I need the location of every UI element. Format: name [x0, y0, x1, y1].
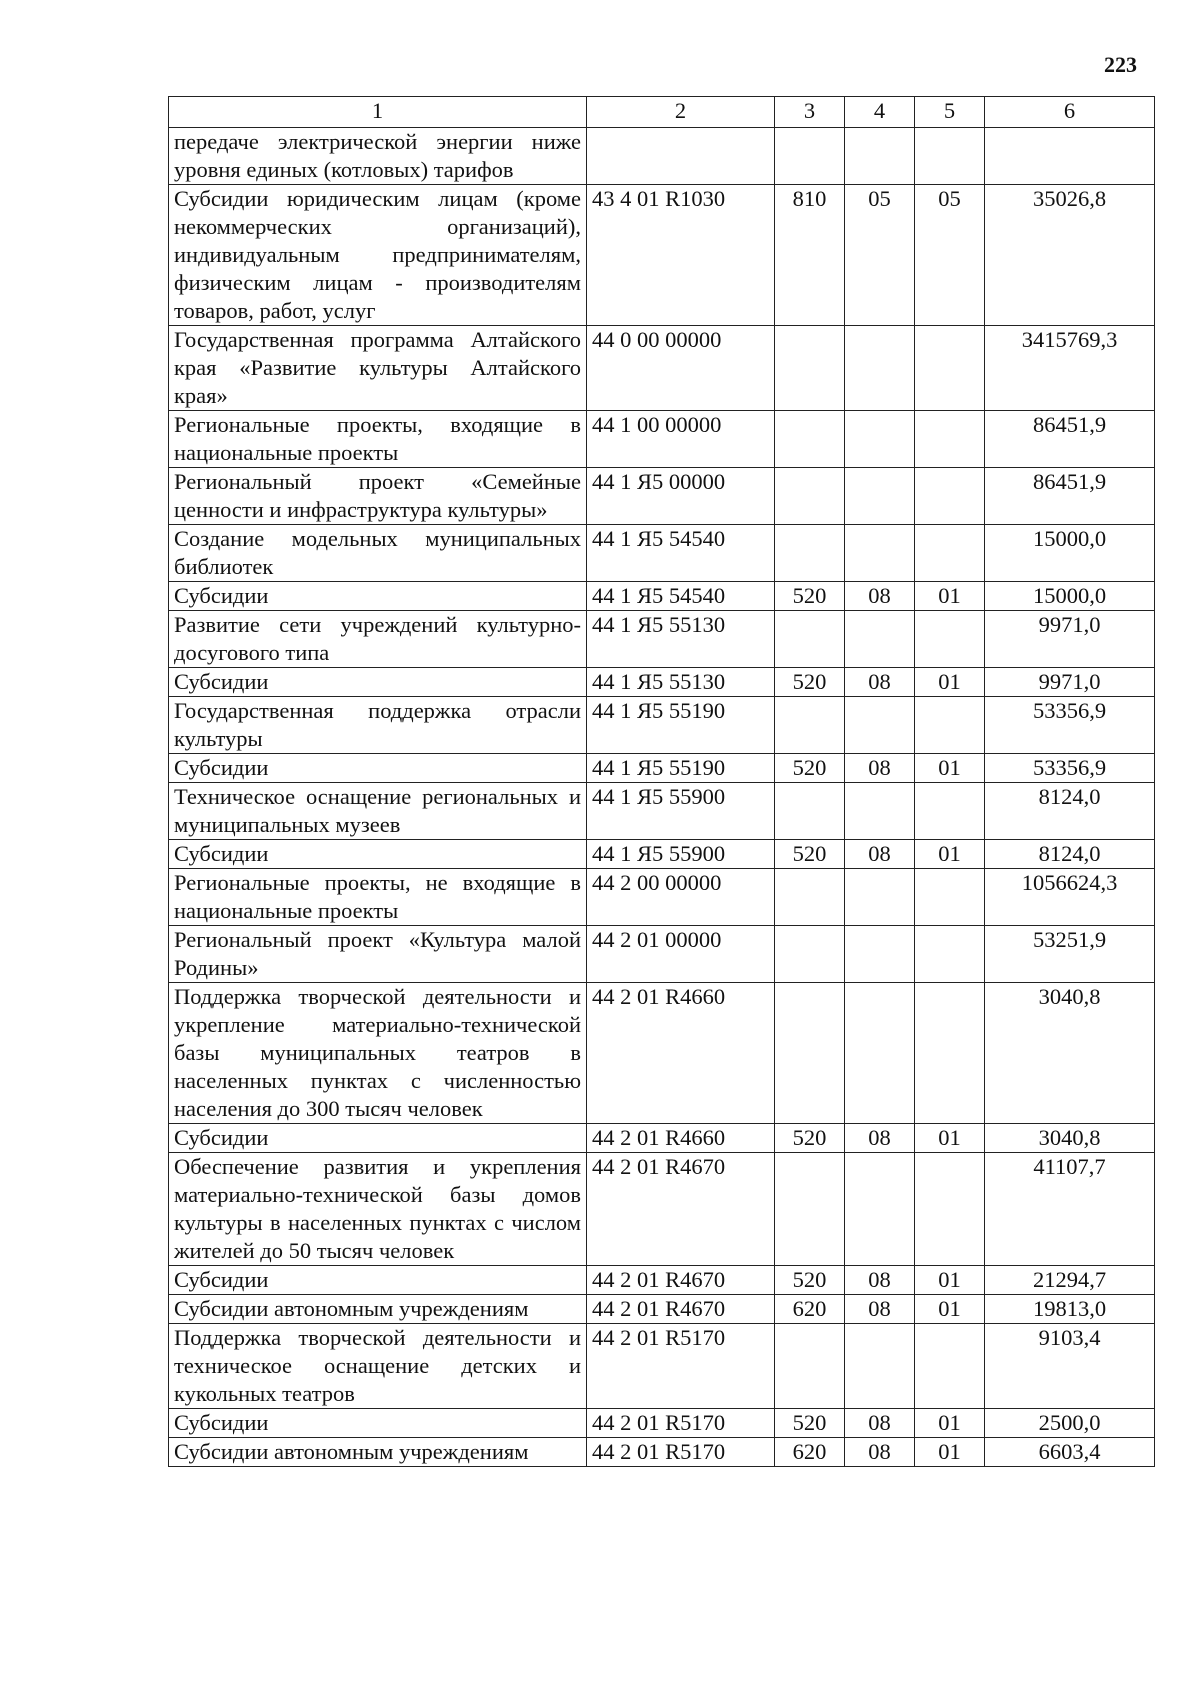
budget-table: [168, 96, 1155, 1467]
item-col3-cell: 520: [775, 582, 845, 611]
item-name-cell: Создание модельных муниципальных библиотек: [169, 525, 587, 582]
item-code-cell: 44 1 Я5 55130: [587, 611, 775, 668]
item-code-cell: 44 1 Я5 54540: [587, 525, 775, 582]
header-row: [169, 97, 1155, 128]
item-col4-cell: 08: [845, 668, 915, 697]
item-code-cell: 44 2 01 R4670: [587, 1153, 775, 1266]
item-name-cell: Субсидии юридическим лицам (кроме некоммерческих организаций), индивидуальным предпринимателям, физическим лицам - производителям товаров, работ, услуг: [169, 185, 587, 326]
item-col4-cell: 08: [845, 1295, 915, 1324]
item-amount-cell: 8124,0: [985, 783, 1155, 840]
item-amount-cell: 35026,8: [985, 185, 1155, 326]
table-row: [169, 869, 1155, 926]
table-row: [169, 1124, 1155, 1153]
table-row: [169, 840, 1155, 869]
table-row: [169, 668, 1155, 697]
item-amount-cell: 1056624,3: [985, 869, 1155, 926]
item-col5-cell: 01: [915, 1295, 985, 1324]
item-col3-cell: [775, 411, 845, 468]
item-name-cell: Обеспечение развития и укрепления материально-технической базы домов культуры в населенных пунктах с числом жителей до 50 тысяч человек: [169, 1153, 587, 1266]
item-col3-cell: [775, 926, 845, 983]
item-amount-cell: [985, 128, 1155, 185]
item-col3-cell: [775, 525, 845, 582]
item-code-cell: 44 2 01 00000: [587, 926, 775, 983]
item-col4-cell: 08: [845, 840, 915, 869]
item-name-cell: Государственная программа Алтайского края «Развитие культуры Алтайского края»: [169, 326, 587, 411]
item-col4-cell: [845, 926, 915, 983]
item-col3-cell: [775, 1153, 845, 1266]
header-cell: 5: [915, 97, 985, 128]
item-col5-cell: [915, 411, 985, 468]
item-name-cell: Региональный проект «Семейные ценности и инфраструктура культуры»: [169, 468, 587, 525]
item-amount-cell: 53356,9: [985, 697, 1155, 754]
item-name-cell: Региональные проекты, не входящие в национальные проекты: [169, 869, 587, 926]
item-col3-cell: [775, 783, 845, 840]
table-row: [169, 611, 1155, 668]
item-col5-cell: 01: [915, 582, 985, 611]
item-col4-cell: [845, 697, 915, 754]
item-col3-cell: [775, 326, 845, 411]
item-amount-cell: 9103,4: [985, 1324, 1155, 1409]
item-col4-cell: 08: [845, 754, 915, 783]
item-name-cell: Региональные проекты, входящие в национальные проекты: [169, 411, 587, 468]
table-row: [169, 783, 1155, 840]
item-name-cell: Развитие сети учреждений культурно-досугового типа: [169, 611, 587, 668]
item-col4-cell: [845, 869, 915, 926]
item-amount-cell: 53356,9: [985, 754, 1155, 783]
item-col5-cell: 01: [915, 754, 985, 783]
item-name-cell: Субсидии: [169, 1266, 587, 1295]
item-col3-cell: [775, 983, 845, 1124]
item-col5-cell: [915, 869, 985, 926]
item-col5-cell: [915, 611, 985, 668]
item-col5-cell: [915, 697, 985, 754]
header-cell: 3: [775, 97, 845, 128]
item-col4-cell: [845, 1324, 915, 1409]
item-col4-cell: [845, 525, 915, 582]
header-cell: 4: [845, 97, 915, 128]
item-col4-cell: [845, 611, 915, 668]
item-col3-cell: 520: [775, 1266, 845, 1295]
item-col4-cell: [845, 783, 915, 840]
item-col5-cell: [915, 1153, 985, 1266]
item-amount-cell: 2500,0: [985, 1409, 1155, 1438]
item-code-cell: 44 1 Я5 55130: [587, 668, 775, 697]
item-col4-cell: [845, 1153, 915, 1266]
item-col5-cell: [915, 783, 985, 840]
item-code-cell: 44 2 01 R4660: [587, 983, 775, 1124]
item-col4-cell: [845, 983, 915, 1124]
item-code-cell: 44 0 00 00000: [587, 326, 775, 411]
item-name-cell: Государственная поддержка отрасли культуры: [169, 697, 587, 754]
table-row: [169, 1153, 1155, 1266]
item-col4-cell: 08: [845, 1266, 915, 1295]
table-row: [169, 1324, 1155, 1409]
item-code-cell: 44 1 00 00000: [587, 411, 775, 468]
item-col5-cell: 01: [915, 1409, 985, 1438]
item-code-cell: 44 2 01 R4670: [587, 1295, 775, 1324]
item-code-cell: 44 1 Я5 55900: [587, 783, 775, 840]
item-amount-cell: 9971,0: [985, 668, 1155, 697]
item-amount-cell: 8124,0: [985, 840, 1155, 869]
item-amount-cell: 41107,7: [985, 1153, 1155, 1266]
item-col4-cell: [845, 411, 915, 468]
item-name-cell: Субсидии: [169, 840, 587, 869]
item-col5-cell: 01: [915, 1266, 985, 1295]
item-code-cell: 44 2 01 R5170: [587, 1438, 775, 1467]
table-row: [169, 411, 1155, 468]
item-name-cell: Региональный проект «Культура малой Родины»: [169, 926, 587, 983]
item-col3-cell: [775, 128, 845, 185]
item-code-cell: 44 1 Я5 55900: [587, 840, 775, 869]
item-col3-cell: [775, 869, 845, 926]
item-col3-cell: 620: [775, 1438, 845, 1467]
item-name-cell: Субсидии: [169, 582, 587, 611]
item-code-cell: 44 2 01 R4670: [587, 1266, 775, 1295]
table-row: [169, 983, 1155, 1124]
item-col5-cell: [915, 926, 985, 983]
item-col5-cell: [915, 1324, 985, 1409]
table-row: [169, 468, 1155, 525]
item-col4-cell: 08: [845, 1409, 915, 1438]
item-col3-cell: 520: [775, 1124, 845, 1153]
item-name-cell: Субсидии: [169, 1124, 587, 1153]
item-amount-cell: 86451,9: [985, 411, 1155, 468]
item-code-cell: 43 4 01 R1030: [587, 185, 775, 326]
item-amount-cell: 15000,0: [985, 525, 1155, 582]
table-row: [169, 1266, 1155, 1295]
item-col5-cell: 01: [915, 668, 985, 697]
item-code-cell: 44 1 Я5 54540: [587, 582, 775, 611]
item-col4-cell: 08: [845, 1438, 915, 1467]
item-col3-cell: [775, 1324, 845, 1409]
table-row: [169, 525, 1155, 582]
table-row: [169, 1409, 1155, 1438]
table-row: [169, 1438, 1155, 1467]
item-name-cell: Поддержка творческой деятельности и техническое оснащение детских и кукольных театров: [169, 1324, 587, 1409]
item-name-cell: Субсидии: [169, 1409, 587, 1438]
item-col3-cell: 520: [775, 754, 845, 783]
item-name-cell: Субсидии автономным учреждениям: [169, 1295, 587, 1324]
item-name-cell: передаче электрической энергии ниже уровня единых (котловых) тарифов: [169, 128, 587, 185]
item-col5-cell: 05: [915, 185, 985, 326]
item-code-cell: 44 1 Я5 55190: [587, 697, 775, 754]
item-code-cell: [587, 128, 775, 185]
item-col5-cell: 01: [915, 840, 985, 869]
item-amount-cell: 53251,9: [985, 926, 1155, 983]
table-row: [169, 754, 1155, 783]
item-amount-cell: 21294,7: [985, 1266, 1155, 1295]
item-col4-cell: [845, 326, 915, 411]
table-row: [169, 128, 1155, 185]
item-col3-cell: [775, 697, 845, 754]
header-cell: 1: [169, 97, 587, 128]
header-cell: 6: [985, 97, 1155, 128]
item-col5-cell: [915, 326, 985, 411]
item-col3-cell: 520: [775, 668, 845, 697]
item-amount-cell: 3415769,3: [985, 326, 1155, 411]
item-code-cell: 44 2 01 R5170: [587, 1409, 775, 1438]
item-col5-cell: [915, 128, 985, 185]
page-number: 223: [1104, 52, 1137, 77]
item-amount-cell: 3040,8: [985, 983, 1155, 1124]
item-amount-cell: 6603,4: [985, 1438, 1155, 1467]
item-col3-cell: 520: [775, 1409, 845, 1438]
item-amount-cell: 3040,8: [985, 1124, 1155, 1153]
item-name-cell: Субсидии: [169, 754, 587, 783]
table-body: [169, 128, 1155, 1467]
item-code-cell: 44 2 00 00000: [587, 869, 775, 926]
header-cell: 2: [587, 97, 775, 128]
item-col3-cell: 620: [775, 1295, 845, 1324]
item-code-cell: 44 1 Я5 55190: [587, 754, 775, 783]
item-col5-cell: [915, 525, 985, 582]
table-row: [169, 582, 1155, 611]
item-code-cell: 44 2 01 R4660: [587, 1124, 775, 1153]
item-col5-cell: 01: [915, 1438, 985, 1467]
table-row: [169, 326, 1155, 411]
table-row: [169, 1295, 1155, 1324]
item-col4-cell: [845, 128, 915, 185]
item-col5-cell: [915, 983, 985, 1124]
item-name-cell: Субсидии автономным учреждениям: [169, 1438, 587, 1467]
item-col3-cell: [775, 468, 845, 525]
item-name-cell: Поддержка творческой деятельности и укрепление материально-технической базы муниципальных театров в населенных пунктах с численностью населения до 300 тысяч человек: [169, 983, 587, 1124]
item-name-cell: Техническое оснащение региональных и муниципальных музеев: [169, 783, 587, 840]
item-name-cell: Субсидии: [169, 668, 587, 697]
item-amount-cell: 19813,0: [985, 1295, 1155, 1324]
table-row: [169, 926, 1155, 983]
item-col5-cell: [915, 468, 985, 525]
item-col4-cell: [845, 468, 915, 525]
item-amount-cell: 15000,0: [985, 582, 1155, 611]
item-col3-cell: 520: [775, 840, 845, 869]
item-col4-cell: 05: [845, 185, 915, 326]
item-col3-cell: 810: [775, 185, 845, 326]
item-code-cell: 44 2 01 R5170: [587, 1324, 775, 1409]
item-amount-cell: 9971,0: [985, 611, 1155, 668]
item-amount-cell: 86451,9: [985, 468, 1155, 525]
table-row: [169, 185, 1155, 326]
item-col4-cell: 08: [845, 582, 915, 611]
item-col4-cell: 08: [845, 1124, 915, 1153]
table-row: [169, 697, 1155, 754]
item-col5-cell: 01: [915, 1124, 985, 1153]
item-code-cell: 44 1 Я5 00000: [587, 468, 775, 525]
item-col3-cell: [775, 611, 845, 668]
